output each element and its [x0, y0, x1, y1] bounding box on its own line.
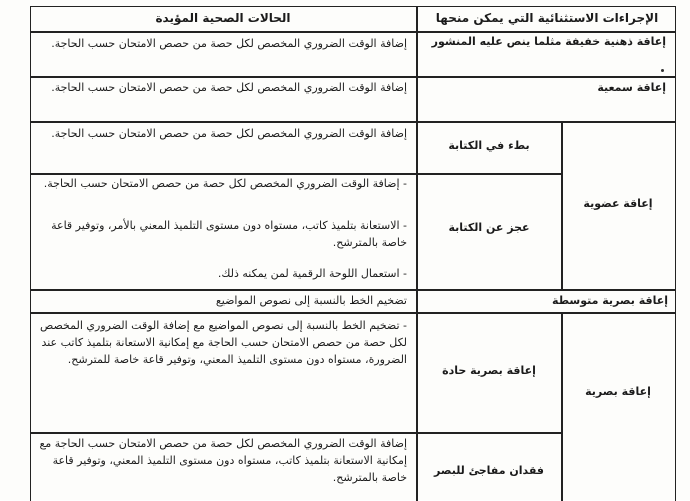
disability-hearing: إعاقة سمعية [597, 81, 666, 94]
header-cases: الحالات الصحية المؤيدة [155, 11, 291, 25]
header-procedures: الإجراءات الاستثنائية التي يمكن منحها [435, 11, 659, 25]
column-divider [561, 121, 563, 289]
disability-sudden-vision-loss: فقدان مفاجئ للبصر [434, 464, 544, 477]
measures-hearing: إضافة الوقت الضروري المخصص لكل حصة من حصص الامتحان حسب الحاجة. [51, 81, 407, 94]
row-divider [31, 432, 561, 434]
measures-slow-writing: إضافة الوقت الضروري المخصص لكل حصة من حصص الامتحان حسب الحاجة. [51, 127, 407, 140]
disability-slow-writing: بطء في الكتابة [448, 139, 530, 152]
row-divider [31, 289, 675, 291]
row-divider [31, 121, 675, 123]
group-organic: إعاقة عضوية [583, 197, 653, 210]
column-divider [416, 7, 418, 501]
measures-sudden-vision-loss: إضافة الوقت الضروري المخصص لكل حصة من حصص الامتحان حسب الحاجة مع إمكانية الاستعانة بتلميذ كاتب، مستواه دون مستوى التلميذ المعني، وتوفير قاعة خاصة بالمترشح. [39, 437, 407, 485]
accommodations-table [30, 6, 676, 501]
row-divider [31, 76, 675, 78]
disability-severe-visual: إعاقة بصرية حادة [442, 364, 536, 377]
group-visual: إعاقة بصرية [585, 385, 651, 398]
bullet-dot [661, 69, 664, 72]
measures-unable-b2: - الاستعانة بتلميذ كاتب، مستواه دون مستوى التلميذ المعني بالأمر، وتوفير قاعة خاصة بالمترشح. [51, 219, 407, 250]
column-divider [561, 312, 563, 501]
measures-medium-visual: تضخيم الخط بالنسبة إلى نصوص المواضيع [215, 294, 407, 307]
measures-unable-b1: - إضافة الوقت الضروري المخصص لكل حصة من حصص الامتحان حسب الحاجة. [43, 177, 407, 190]
measures-mild-intellectual: إضافة الوقت الضروري المخصص لكل حصة من حصص الامتحان حسب الحاجة. [51, 37, 407, 50]
row-divider [31, 312, 675, 314]
measures-severe-visual: - تضخيم الخط بالنسبة إلى نصوص المواضيع مع إضافة الوقت الضروري المخصص لكل حصة من حصص الامتحان حسب الحاجة مع إمكانية الاستعانة بتلميذ كاتب عند الضرورة، مستواه دون مستوى التلميذ المعني، وتوفير قاعة خاصة للمترشح. [40, 319, 407, 367]
disability-unable-write: عجز عن الكتابة [448, 221, 530, 234]
measures-unable-b3: - استعمال اللوحة الرقمية لمن يمكنه ذلك. [217, 267, 407, 280]
disability-medium-visual: إعاقة بصرية متوسطة [552, 294, 668, 307]
disability-mild-intellectual: إعاقة ذهنية خفيفة مثلما ينص عليه المنشور [431, 35, 666, 48]
